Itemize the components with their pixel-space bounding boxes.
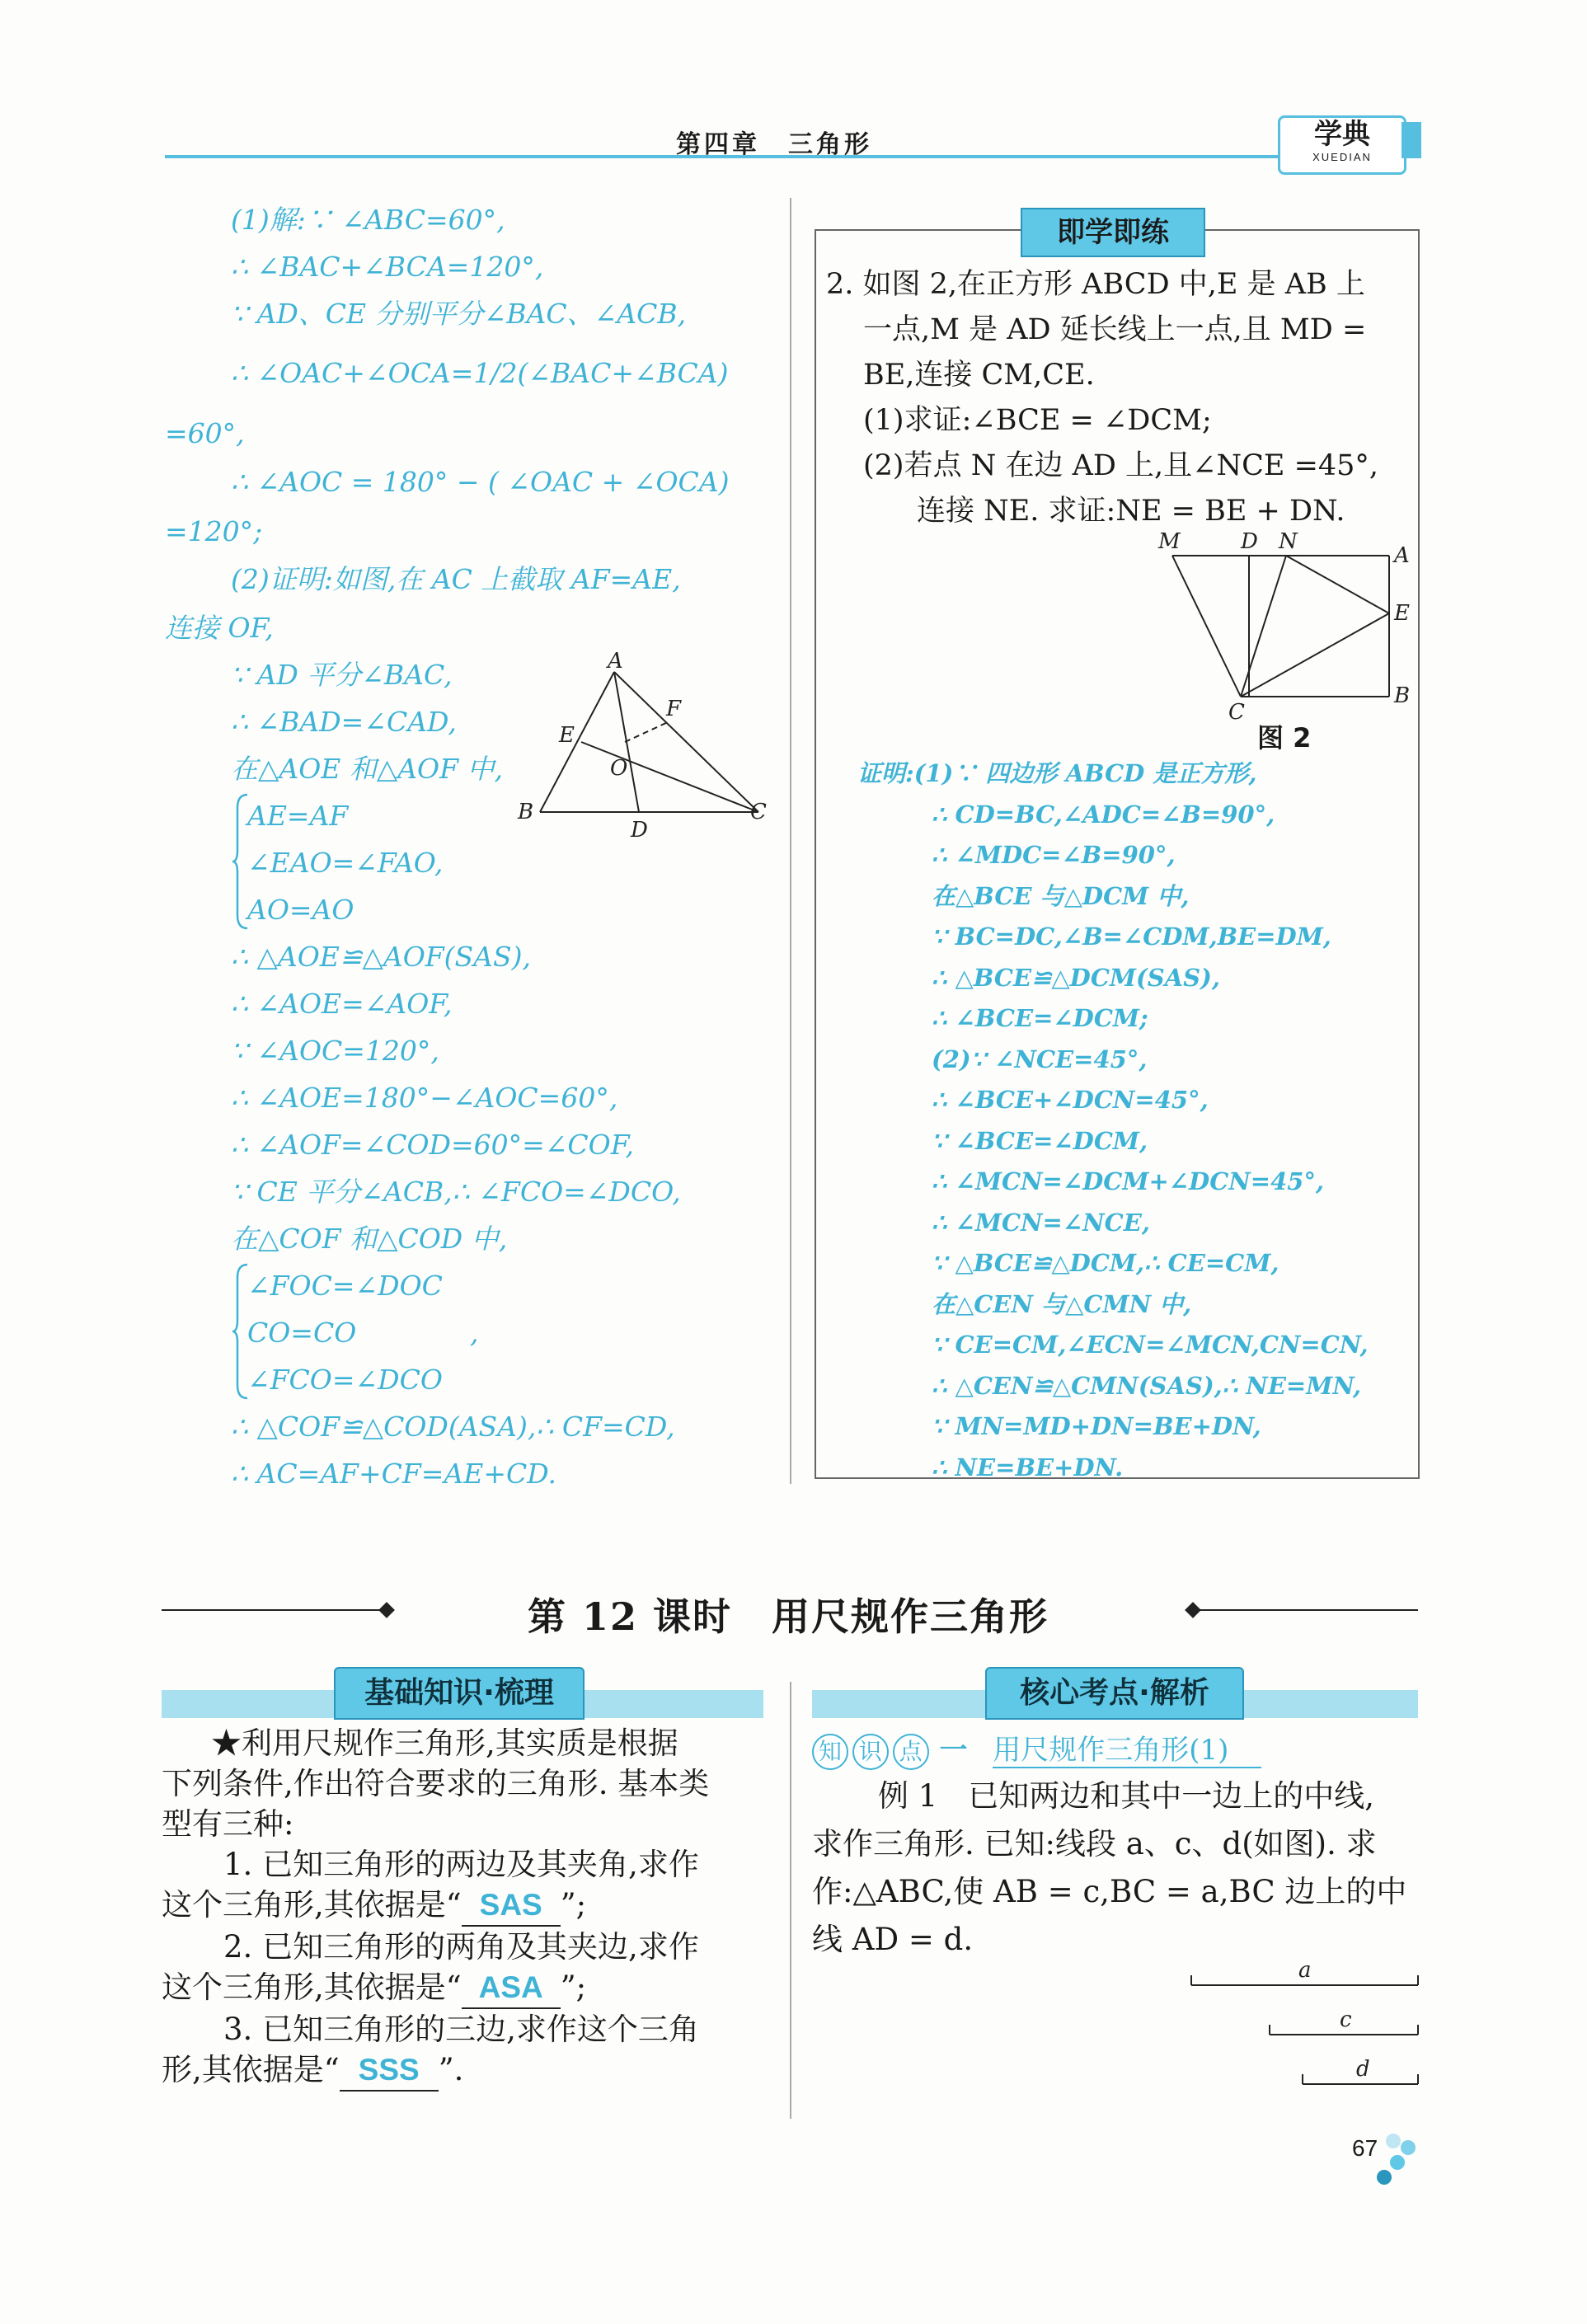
- ps-line: ∵ BC=DC,∠B=∠CDM,BE=DM,: [932, 923, 1331, 951]
- ps-line: ∵ ∠BCE=∠DCM,: [932, 1126, 1148, 1155]
- sol-line: ∴ ∠AOF=∠COD=60°=∠COF,: [231, 1129, 634, 1161]
- sol-line: ∵ ∠AOC=120°,: [231, 1035, 439, 1067]
- sol-line: ∵ AD、CE 分别平分∠BAC、∠ACB,: [231, 298, 687, 330]
- basics-item-text: 这个三角形,其依据是“: [162, 1970, 462, 2005]
- sq-label-e: E: [1394, 601, 1410, 626]
- example-line: 例 1 已知两边和其中一边上的中线,: [878, 1778, 1375, 1814]
- sol-line: ∴ ∠BAC+∠BCA=120°,: [231, 251, 544, 283]
- sq-label-b: B: [1394, 683, 1411, 708]
- sol-line: (1)解:∵ ∠ABC=60°,: [231, 204, 505, 236]
- square-figure-abcd: [1150, 528, 1422, 734]
- sq-label-m: M: [1158, 529, 1181, 554]
- section-rule-left: [162, 1609, 384, 1611]
- ps-line: ∵ MN=MD+DN=BE+DN,: [932, 1412, 1261, 1440]
- sol-line: ∠FCO=∠DCO: [247, 1364, 443, 1396]
- basics-item-1-line1: 1. 已知三角形的两边及其夹角,求作: [223, 1847, 699, 1882]
- figure-2-caption: 图 2: [1257, 722, 1312, 754]
- sol-line: ∴ ∠AOE=180°−∠AOC=60°,: [231, 1082, 618, 1114]
- ps-line: ∴ NE=BE+DN.: [932, 1453, 1124, 1481]
- ps-line: ∵ △BCE≌△DCM,∴ CE=CM,: [932, 1249, 1279, 1277]
- practice-problem: [826, 262, 1411, 534]
- sol-line: ∴ ∠BAD=∠CAD,: [231, 706, 457, 738]
- logo-main: 学典: [1314, 118, 1370, 151]
- sol-line: =120°;: [165, 515, 263, 547]
- sol-line: ∴ ∠AOC = 180° − ( ∠OAC + ∠OCA): [231, 466, 730, 498]
- sol-line: 在△AOE 和△AOF 中,: [231, 753, 503, 785]
- answer-asa: ASA: [462, 1967, 561, 2009]
- knowledge-point-heading: [812, 1727, 1261, 1770]
- segment-label-c: c: [1340, 2007, 1352, 2032]
- ps-line: 在△BCE 与△DCM 中,: [932, 881, 1190, 910]
- sol-line: ∠FOC=∠DOC: [247, 1270, 443, 1302]
- ps-line: ∴ CD=BC,∠ADC=∠B=90°,: [932, 800, 1275, 829]
- sol-line: AE=AF: [247, 800, 349, 832]
- left-brace-1: [232, 791, 249, 932]
- bottom-column-divider: [790, 1682, 791, 2119]
- segment-label-d: d: [1356, 2057, 1370, 2082]
- column-divider: [790, 198, 791, 1484]
- example-line: 作:△ABC,使 AB = c,BC = a,BC 边上的中: [812, 1874, 1407, 1909]
- basics-item-text: 这个三角形,其依据是“: [162, 1887, 462, 1923]
- sol-line: ∴ AC=AF+CF=AE+CD.: [231, 1458, 556, 1490]
- problem-line: BE,连接 CM,CE.: [863, 359, 1095, 392]
- kp-circle: 知: [812, 1734, 848, 1770]
- basics-item-text: ”;: [560, 1970, 587, 2005]
- ps-line: 在△CEN 与△CMN 中,: [932, 1289, 1192, 1318]
- ps-line: ∴ ∠BCE=∠DCM;: [932, 1004, 1148, 1032]
- sq-label-c: C: [1228, 700, 1245, 725]
- problem-line: 一点,M 是 AD 延长线上一点,且 MD =: [863, 313, 1367, 346]
- kp-number: 一: [939, 1734, 968, 1767]
- sol-line: ∵ AD 平分∠BAC,: [231, 659, 453, 691]
- basics-item-3-line2: [162, 2049, 768, 2092]
- sol-line: 在△COF 和△COD 中,: [231, 1223, 508, 1255]
- problem-line: (2)若点 N 在边 AD 上,且∠NCE =45°,: [863, 449, 1379, 482]
- ps-line: ∴ ∠MCN=∠DCM+∠DCN=45°,: [932, 1167, 1325, 1195]
- sq-label-d: D: [1241, 529, 1258, 554]
- sol-line: ∴ ∠AOE=∠AOF,: [231, 988, 453, 1020]
- basics-label: 基础知识·梳理: [334, 1667, 585, 1720]
- kp-title: 用尺规作三角形(1): [993, 1734, 1261, 1768]
- hex-decoration-icon: [1373, 2131, 1422, 2189]
- fig-label-d: D: [631, 818, 648, 841]
- answer-sas: SAS: [462, 1885, 561, 1927]
- fig-label-c: C: [750, 800, 767, 824]
- basics-intro-line: 下列条件,作出符合要求的三角形. 基本类: [162, 1766, 710, 1801]
- kp-circle: 点: [893, 1734, 929, 1770]
- ps-line: ∴ △BCE≌△DCM(SAS),: [932, 963, 1220, 992]
- sol-line: ∠EAO=∠FAO,: [247, 847, 444, 879]
- section-title: 第 12 课时 用尺规作三角形: [528, 1594, 1049, 1639]
- fig-label-f: F: [666, 697, 682, 721]
- sol-comma: ,: [470, 1317, 479, 1349]
- basics-item-2-line2: [162, 1967, 768, 2009]
- fig-label-e: E: [559, 723, 575, 748]
- basics-item-text: ”;: [560, 1887, 587, 1923]
- ps-line: 证明:(1)∵ 四边形 ABCD 是正方形,: [857, 759, 1257, 787]
- example-line: 求作三角形. 已知:线段 a、c、d(如图). 求: [812, 1826, 1377, 1862]
- sol-text: CO=CO: [247, 1317, 357, 1349]
- ps-line: ∴ ∠BCE+∠DCN=45°,: [932, 1086, 1209, 1114]
- problem-line: 2. 如图 2,在正方形 ABCD 中,E 是 AB 上: [826, 268, 1365, 301]
- sol-line: =60°,: [165, 417, 245, 449]
- problem-line: 连接 NE. 求证:NE = BE + DN.: [917, 495, 1345, 528]
- sq-label-n: N: [1279, 529, 1298, 554]
- basics-content: [162, 1723, 768, 2092]
- left-brace-2: [232, 1261, 249, 1401]
- ps-line: ∴ △CEN≌△CMN(SAS),∴ NE=MN,: [932, 1371, 1362, 1400]
- brand-logo: [1278, 115, 1406, 175]
- basics-item-text: ”.: [438, 2052, 464, 2087]
- sol-line: ∴ ∠OAC+∠OCA=1/2(∠BAC+∠BCA): [231, 357, 729, 389]
- sq-label-a: A: [1394, 543, 1410, 568]
- sol-line: (2)证明:如图,在 AC 上截取 AF=AE,: [231, 563, 681, 595]
- fig-label-o: O: [610, 756, 628, 781]
- logo-sub: XUEDIAN: [1312, 151, 1372, 163]
- sol-line: AO=AO: [247, 894, 354, 926]
- practice-solution: [857, 754, 1418, 1488]
- sol-line: [165, 1309, 767, 1356]
- ps-line: ∴ ∠MCN=∠NCE,: [932, 1208, 1150, 1237]
- basics-item-3-line1: 3. 已知三角形的三边,求作这个三角: [223, 2012, 699, 2047]
- core-label: 核心考点·解析: [985, 1667, 1244, 1720]
- answer-sss: SSS: [340, 2049, 439, 2092]
- triangle-figure-abc: [511, 651, 775, 841]
- segment-label-a: a: [1298, 1958, 1312, 1983]
- fig-label-a: A: [608, 651, 623, 674]
- basics-item-text: 形,其依据是“: [162, 2052, 340, 2087]
- basics-item-1-line2: [162, 1885, 768, 1927]
- fig-label-b: B: [518, 800, 534, 824]
- kp-circle: 识: [852, 1734, 889, 1770]
- page-number: 67: [1352, 2135, 1378, 2161]
- example-1: [812, 1772, 1418, 1964]
- section-diamond-left: [378, 1602, 395, 1618]
- practice-title: 即学即练: [1021, 208, 1205, 257]
- sol-line: 连接 OF,: [165, 612, 274, 644]
- logo-tab: [1402, 122, 1421, 158]
- basics-intro-line: 型有三种:: [162, 1806, 294, 1842]
- example-line: 线 AD = d.: [812, 1922, 974, 1957]
- ps-line: (2)∵ ∠NCE=45°,: [932, 1045, 1148, 1073]
- ps-line: ∵ CE=CM,∠ECN=∠MCN,CN=CN,: [932, 1331, 1369, 1359]
- left-solution: [165, 196, 767, 1497]
- chapter-title: 第四章 三角形: [676, 130, 872, 159]
- sol-line: ∴ △AOE≌△AOF(SAS),: [231, 941, 531, 973]
- given-segments: [1179, 1954, 1426, 2102]
- basics-intro-line: ★利用尺规作三角形,其实质是根据: [211, 1725, 678, 1761]
- sol-line: ∴ △COF≌△COD(ASA),∴ CF=CD,: [231, 1411, 675, 1443]
- sol-line: ∵ CE 平分∠ACB,∴ ∠FCO=∠DCO,: [231, 1176, 681, 1208]
- problem-line: (1)求证:∠BCE = ∠DCM;: [863, 404, 1212, 437]
- ps-line: ∴ ∠MDC=∠B=90°,: [932, 841, 1176, 869]
- basics-item-2-line1: 2. 已知三角形的两角及其夹边,求作: [223, 1929, 699, 1965]
- section-rule-right: [1195, 1609, 1418, 1611]
